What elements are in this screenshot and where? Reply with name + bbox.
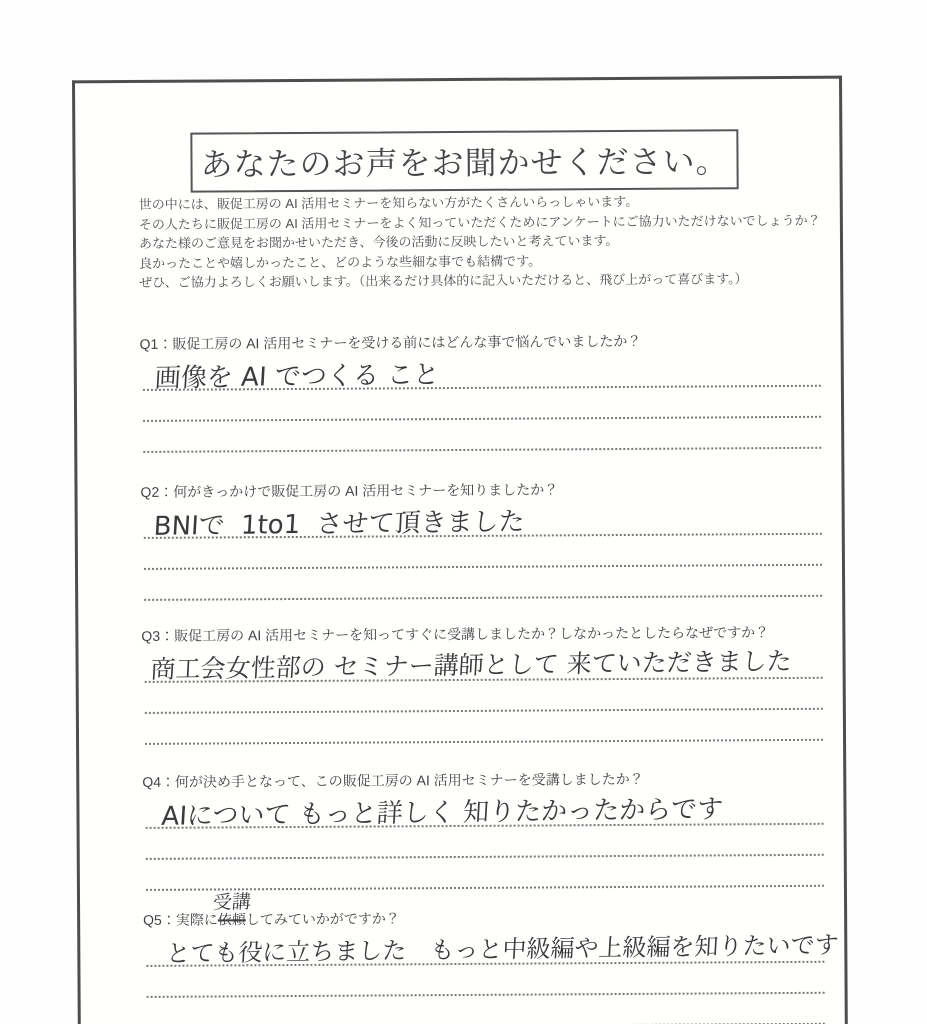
question-label-q5-prefix: Q5：実際に xyxy=(143,911,218,928)
answer-line xyxy=(146,854,824,860)
question-block-q3 xyxy=(141,623,837,759)
question-label-q5-suffix: してみていかがですか？ xyxy=(245,910,400,928)
question-block-q5 xyxy=(143,890,840,1024)
answer-line xyxy=(145,739,823,745)
handwritten-answer-q4: AIについて もっと詳しく 知りたかったからです xyxy=(160,794,724,832)
question-label-q5 xyxy=(143,909,400,929)
question-label-q2: Q2：何がきっかけで販促工房の AI 活用セミナーを知りましたか？ xyxy=(140,481,559,500)
question-block-q4 xyxy=(142,769,838,905)
intro-line: ぜひ、ご協力よろしくお願いします。（出来るだけ具体的に記入いただけると、飛び上がって喜びます。） xyxy=(139,271,748,290)
question-label-q5-struck-word: 依頼 xyxy=(217,911,246,928)
handwritten-answer-q5: とても役に立ちました もっと中級編や上級編を知りたいです xyxy=(165,930,840,968)
intro-line: その人たちに販促工房の AI 活用セミナーをよく知っていただくためにアンケートにご協力いただけないでしょうか？ xyxy=(138,212,821,232)
intro-line: あなた様のご意見をお聞かせいただき、今後の活動に反映したいと考えています。 xyxy=(138,233,619,251)
form-border-frame xyxy=(72,76,849,1024)
intro-paragraph xyxy=(139,191,830,293)
intro-line: 世の中には、販促工房の AI 活用セミナーを知らない方がたくさんいらっしゃいます。 xyxy=(138,193,639,212)
page-title: あなたのお声をお聞かせください。 xyxy=(200,143,729,183)
question-label-q1: Q1：販促工房の AI 活用セミナーを受ける前にはどんな事で悩んでいましたか？ xyxy=(139,332,642,352)
answer-line xyxy=(144,595,822,601)
answer-line xyxy=(143,447,821,453)
answer-line xyxy=(144,564,822,570)
question-block-q1 xyxy=(140,331,836,467)
title-box xyxy=(190,129,738,192)
question-block-q2 xyxy=(140,479,836,615)
handwritten-answer-q1: 画像を AI でつくる こと xyxy=(153,360,441,394)
answer-line xyxy=(143,416,821,422)
handwritten-answer-q2: BNIで 1to1 させて頂きました xyxy=(152,507,526,542)
intro-line: 良かったことや嬉しかったこと、どのような些細な事でも結構です。 xyxy=(139,252,542,271)
handwritten-answer-q3: 商工会女性部の セミナー講師として 来ていただきました xyxy=(149,646,793,684)
handwritten-correction-q5: 受講 xyxy=(212,890,252,914)
question-label-q4: Q4：何が決め手となって、この販促工房の AI 活用セミナーを受講しましたか？ xyxy=(142,770,644,790)
question-label-q3: Q3：販促工房の AI 活用セミナーを知ってすぐに受講しましたか？しなかったとしたらなぜですか？ xyxy=(141,624,770,644)
answer-line xyxy=(145,708,823,714)
answer-line xyxy=(147,992,825,998)
